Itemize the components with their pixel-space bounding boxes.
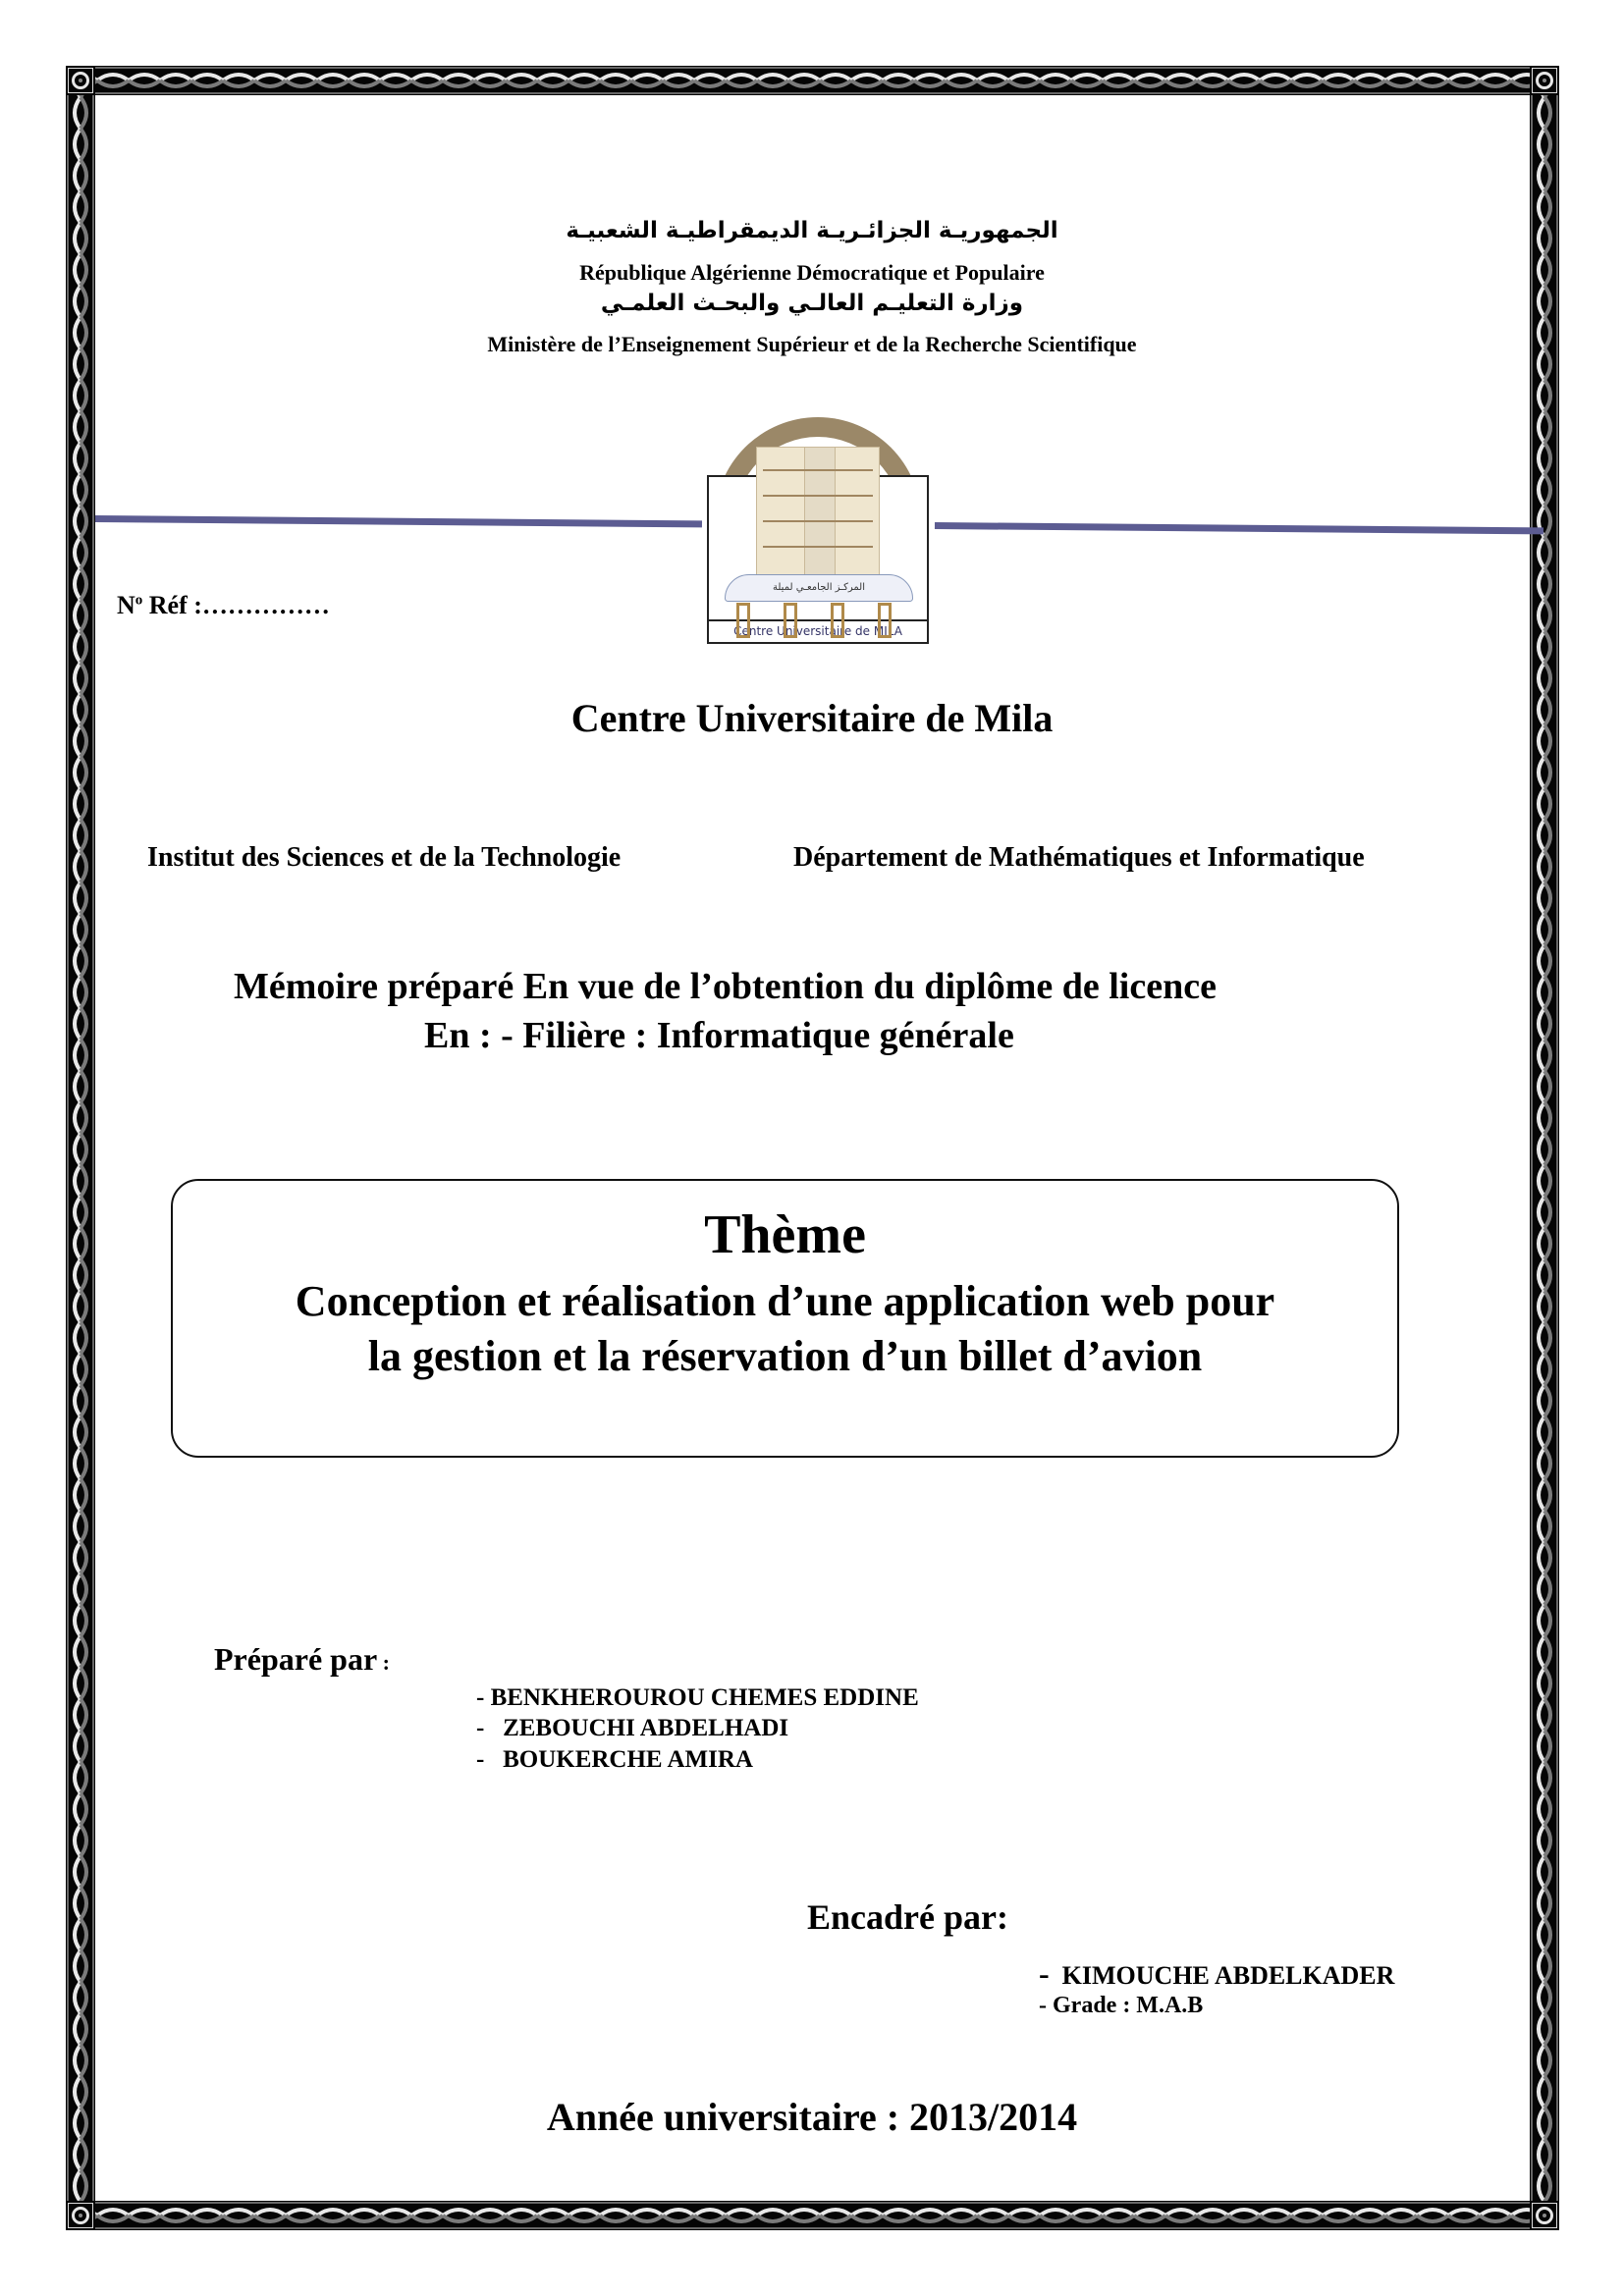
supervisor-dash: - bbox=[1039, 1955, 1050, 1991]
reference-value: Réf :…………… bbox=[142, 591, 330, 619]
border-bottom bbox=[66, 2201, 1559, 2230]
country-name-arabic: الجمهوريـة الجزائـريـة الديمقراطيـة الشعبيـة bbox=[566, 218, 1058, 243]
ministry-name-arabic: وزارة التعليـم العالـي والبحـث العلمـي bbox=[600, 291, 1024, 316]
corner-ornament-icon bbox=[1530, 66, 1559, 95]
student-name: - ZEBOUCHI ABDELHADI bbox=[476, 1715, 789, 1741]
logo-book-banner: المركـز الجامعـي لميلة bbox=[725, 574, 913, 602]
prepared-by-label bbox=[214, 1641, 390, 1678]
logo-pillar-icon bbox=[878, 603, 892, 638]
supervisor-grade: - Grade : M.A.B bbox=[1039, 1993, 1204, 2018]
reference-superscript: o bbox=[135, 592, 143, 609]
border-top bbox=[66, 66, 1559, 95]
logo-pillar-icon bbox=[831, 603, 844, 638]
corner-ornament-icon bbox=[1530, 2201, 1559, 2230]
corner-ornament-icon bbox=[66, 2201, 95, 2230]
memoire-line-1: Mémoire préparé En vue de l’obtention du diplôme de licence bbox=[234, 966, 1217, 1007]
prepared-by-colon: : bbox=[377, 1650, 390, 1675]
supervisor-name bbox=[1039, 1955, 1394, 1992]
country-name-french: République Algérienne Démocratique et Populaire bbox=[579, 260, 1045, 285]
prepared-by-text: Préparé par bbox=[214, 1641, 378, 1677]
academic-year: Année universitaire : 2013/2014 bbox=[546, 2095, 1078, 2139]
reference-label: N bbox=[117, 591, 135, 619]
ministry-name-french: Ministère de l’Enseignement Supérieur et de la Recherche Scientifique bbox=[487, 332, 1137, 356]
theme-heading: Thème bbox=[704, 1204, 866, 1265]
logo-building-icon bbox=[756, 447, 880, 584]
theme-title-line-1: Conception et réalisation d’une application web pour bbox=[295, 1277, 1275, 1325]
border-right bbox=[1530, 66, 1559, 2230]
institute-name: Institut des Sciences et de la Technologie bbox=[147, 842, 622, 873]
supervisor-name-text: KIMOUCHE ABDELKADER bbox=[1061, 1961, 1395, 1990]
corner-ornament-icon bbox=[66, 66, 95, 95]
logo-caption: Centre Universitaire de MILA bbox=[709, 619, 927, 642]
student-name: - BENKHEROUROU CHEMES EDDINE bbox=[476, 1684, 919, 1711]
logo-pillar-icon bbox=[736, 603, 750, 638]
theme-title-line-2: la gestion et la réservation d’un billet d’avion bbox=[367, 1332, 1203, 1380]
logo-pillar-icon bbox=[784, 603, 797, 638]
institution-name: Centre Universitaire de Mila bbox=[570, 696, 1054, 740]
border-left bbox=[66, 66, 95, 2230]
reference-number bbox=[117, 591, 330, 620]
supervised-by-label: Encadré par: bbox=[807, 1897, 1008, 1937]
department-name: Département de Mathématiques et Informatique bbox=[793, 842, 1365, 873]
student-name: - BOUKERCHE AMIRA bbox=[476, 1746, 753, 1773]
memoire-line-2: En : - Filière : Informatique générale bbox=[424, 1015, 1014, 1056]
